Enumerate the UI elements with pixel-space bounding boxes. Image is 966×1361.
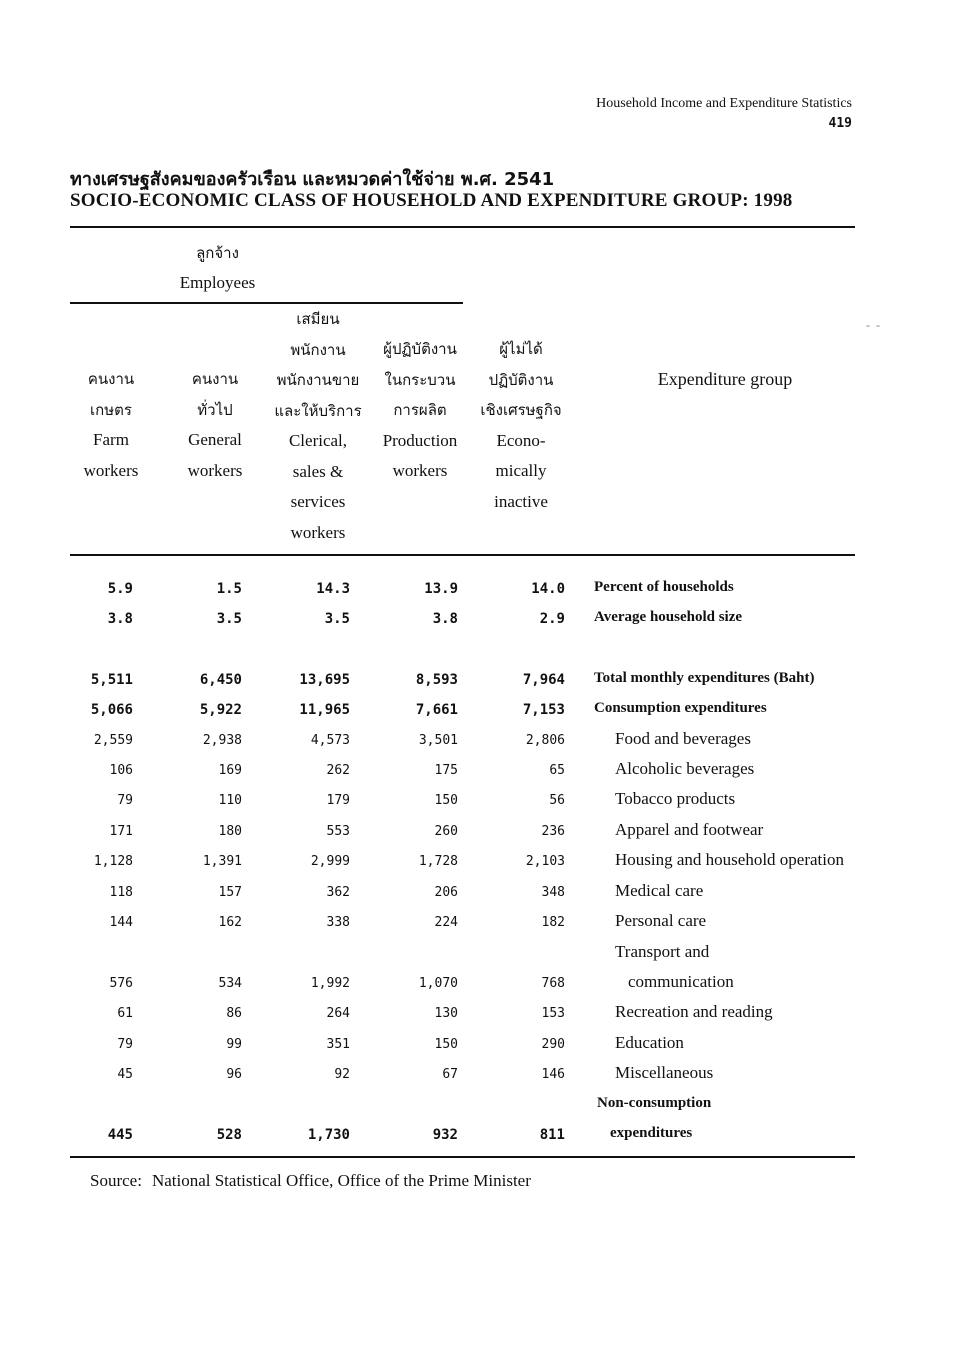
table-row	[0, 693, 966, 723]
cell-value: 179	[326, 793, 350, 808]
col5-en-1: Econo-	[496, 430, 546, 450]
row-label: Total monthly expenditures (Baht)	[594, 670, 815, 686]
running-head	[450, 94, 852, 134]
col4-thai-2: ในกระบวน	[384, 370, 456, 389]
source-text: National Statistical Office, Office of the Prime Minister	[151, 1171, 531, 1190]
cell-value: 1,070	[418, 976, 458, 991]
row-label: Apparel and footwear	[615, 820, 764, 839]
cell-value: 2,938	[202, 733, 242, 748]
table-row	[0, 906, 966, 936]
row-label: Personal care	[615, 911, 707, 930]
cell-value: 264	[326, 1006, 350, 1021]
row-label: Medical care	[615, 881, 704, 900]
col1-thai-1: คนงาน	[87, 370, 135, 388]
cell-value: 106	[109, 763, 133, 778]
bottom-rule	[70, 1156, 855, 1158]
row-label: Education	[615, 1033, 684, 1052]
cell-value: 171	[109, 824, 133, 839]
col3-thai-4: และให้บริการ	[274, 401, 362, 420]
cell-value: 8,593	[415, 672, 458, 688]
cell-value: 146	[541, 1067, 565, 1082]
column-header-expenditure-group: Expenditure group	[657, 369, 793, 389]
row-label: Food and beverages	[615, 729, 751, 748]
row-label: Consumption expenditures	[594, 700, 767, 716]
cell-value: 5,066	[90, 702, 133, 718]
cell-value: 5,922	[199, 702, 242, 718]
cell-value: 2,806	[525, 733, 565, 748]
cell-value: 7,964	[522, 672, 565, 688]
cell-value: 5,511	[90, 672, 133, 688]
cell-value: 338	[326, 915, 350, 930]
row-label: Miscellaneous	[615, 1063, 714, 1082]
cell-value: 3,501	[418, 733, 458, 748]
cell-value: 67	[442, 1067, 458, 1082]
cell-value: 3.8	[432, 611, 458, 627]
col4-en-2: workers	[392, 461, 448, 480]
source-label: Source:	[90, 1171, 142, 1190]
column-header-farm-workers	[66, 364, 156, 486]
cell-value: 14.0	[531, 581, 565, 597]
cell-value: 6,450	[199, 672, 242, 688]
table-row	[0, 754, 966, 784]
cell-value: 56	[549, 793, 565, 808]
cell-value: 92	[334, 1067, 350, 1082]
cell-value: 162	[218, 915, 242, 930]
row-label: Non-consumption	[597, 1095, 712, 1111]
row-label: Recreation and reading	[615, 1002, 773, 1021]
cell-value: 153	[541, 1006, 565, 1021]
column-header-production-workers	[372, 334, 468, 487]
cell-value: 110	[218, 793, 242, 808]
table-row	[0, 572, 966, 602]
cell-value: 79	[117, 793, 133, 808]
cell-value: 1,128	[93, 854, 133, 869]
row-label: Alcoholic beverages	[615, 759, 755, 778]
row-label-continued: expenditures	[610, 1125, 693, 1141]
cell-value: 61	[117, 1006, 133, 1021]
col2-en-1: General	[188, 430, 242, 449]
cell-value: 14.3	[316, 581, 350, 597]
cell-value: 7,661	[415, 702, 458, 718]
row-label: Tobacco products	[615, 789, 736, 808]
cell-value: 553	[326, 824, 350, 839]
table-row	[0, 602, 966, 632]
cell-value: 768	[541, 976, 565, 991]
cell-value: 362	[326, 885, 350, 900]
cell-value: 1,730	[307, 1127, 350, 1143]
cell-value: 144	[109, 915, 133, 930]
cell-value: 1,728	[418, 854, 458, 869]
row-label: Percent of households	[594, 579, 734, 595]
cell-value: 150	[434, 1037, 458, 1052]
cell-value: 2,103	[525, 854, 565, 869]
table-row	[0, 937, 966, 991]
table-row	[0, 1028, 966, 1058]
cell-value: 7,153	[522, 702, 565, 718]
cell-value: 169	[218, 763, 242, 778]
col5-thai-3: เชิงเศรษฐกิจ	[480, 401, 562, 419]
table-row	[0, 1058, 966, 1088]
cell-value: 118	[109, 885, 133, 900]
employees-header-thai: ลูกจ้าง	[196, 244, 239, 262]
col2-en-2: workers	[187, 460, 243, 480]
col4-thai-1: ผู้ปฏิบัติงาน	[383, 340, 457, 358]
col3-thai-3: พนักงานขาย	[276, 371, 360, 389]
cell-value: 2,559	[93, 733, 133, 748]
cell-value: 11,965	[299, 702, 350, 718]
cell-value: 528	[216, 1127, 242, 1143]
cell-value: 86	[226, 1006, 242, 1021]
col5-thai-2: ปฏิบัติงาน	[488, 370, 554, 389]
running-head-title: Household Income and Expenditure Statistics	[596, 96, 852, 111]
cell-value: 932	[432, 1127, 458, 1143]
col5-thai-1: ผู้ไม่ได้	[499, 340, 543, 358]
cell-value: 224	[434, 915, 458, 930]
top-rule	[70, 226, 855, 228]
col4-thai-3: การผลิต	[393, 401, 447, 419]
table-row	[0, 663, 966, 693]
table-row	[0, 815, 966, 845]
cell-value: 65	[549, 763, 565, 778]
table-row	[0, 876, 966, 906]
cell-value: 150	[434, 793, 458, 808]
cell-value: 262	[326, 763, 350, 778]
cell-value: 2.9	[539, 611, 565, 627]
table-row	[0, 784, 966, 814]
col3-thai-2: พนักงาน	[290, 340, 346, 359]
col3-en-4: workers	[290, 522, 346, 542]
cell-value: 5.9	[107, 581, 133, 597]
cell-value: 3.5	[324, 611, 350, 627]
header-rule	[70, 554, 855, 556]
page-number: 419	[828, 116, 852, 131]
cell-value: 1,391	[202, 854, 242, 869]
cell-value: 3.5	[216, 611, 242, 627]
cell-value: 3.8	[107, 611, 133, 627]
table-title-thai: ทางเศรษฐสังคมของครัวเรือน และหมวดค่าใช้จ่าย พ.ศ. 2541	[70, 169, 555, 190]
col1-en-1: Farm	[93, 430, 129, 449]
col3-en-1: Clerical,	[288, 431, 348, 450]
col3-en-2: sales &	[292, 461, 344, 481]
table-row	[0, 997, 966, 1027]
cell-value: 811	[539, 1127, 565, 1143]
cell-value: 206	[434, 885, 458, 900]
row-label: Average household size	[594, 609, 743, 625]
cell-value: 534	[218, 976, 242, 991]
cell-value: 351	[326, 1037, 350, 1052]
col3-thai-1: เสมียน	[296, 310, 340, 328]
col2-thai-2: ทั่วไป	[197, 400, 233, 419]
cell-value: 348	[541, 885, 565, 900]
col1-thai-2: เกษตร	[90, 400, 132, 419]
column-header-clerical-workers	[262, 304, 374, 548]
cell-value: 236	[541, 824, 565, 839]
cell-value: 45	[117, 1067, 133, 1082]
cell-value: 130	[434, 1006, 458, 1021]
cell-value: 1.5	[216, 581, 242, 597]
employees-group-header	[150, 238, 285, 298]
cell-value: 1,992	[310, 976, 350, 991]
cell-value: 290	[541, 1037, 565, 1052]
col3-en-3: services	[290, 492, 346, 511]
cell-value: 180	[218, 824, 242, 839]
row-label-continued: communication	[628, 972, 734, 991]
source-note	[90, 1171, 531, 1191]
col4-en-1: Production	[382, 430, 458, 450]
margin-mark: - -	[866, 318, 880, 332]
table-row	[0, 724, 966, 754]
cell-value: 13.9	[424, 581, 458, 597]
cell-value: 79	[117, 1037, 133, 1052]
row-label: Transport and	[615, 942, 710, 961]
cell-value: 2,999	[310, 854, 350, 869]
column-header-economically-inactive	[470, 334, 572, 517]
col2-thai-1: คนงาน	[191, 370, 239, 388]
col1-en-2: workers	[83, 460, 139, 480]
employees-header-english: Employees	[179, 273, 256, 292]
cell-value: 99	[226, 1037, 242, 1052]
table-title-english: SOCIO-ECONOMIC CLASS OF HOUSEHOLD AND EXPENDITURE GROUP: 1998	[70, 190, 793, 211]
cell-value: 182	[541, 915, 565, 930]
column-header-general-workers	[170, 364, 260, 486]
cell-value: 260	[434, 824, 458, 839]
cell-value: 576	[109, 976, 133, 991]
cell-value: 445	[107, 1127, 133, 1143]
table-row	[0, 845, 966, 875]
cell-value: 96	[226, 1067, 242, 1082]
cell-value: 157	[218, 885, 242, 900]
cell-value: 4,573	[310, 733, 350, 748]
row-label: Housing and household operation	[615, 850, 844, 869]
cell-value: 175	[434, 763, 458, 778]
col5-en-2: mically	[495, 461, 547, 480]
col5-en-3: inactive	[494, 491, 548, 511]
table-row	[0, 1088, 966, 1143]
cell-value: 13,695	[299, 672, 350, 688]
